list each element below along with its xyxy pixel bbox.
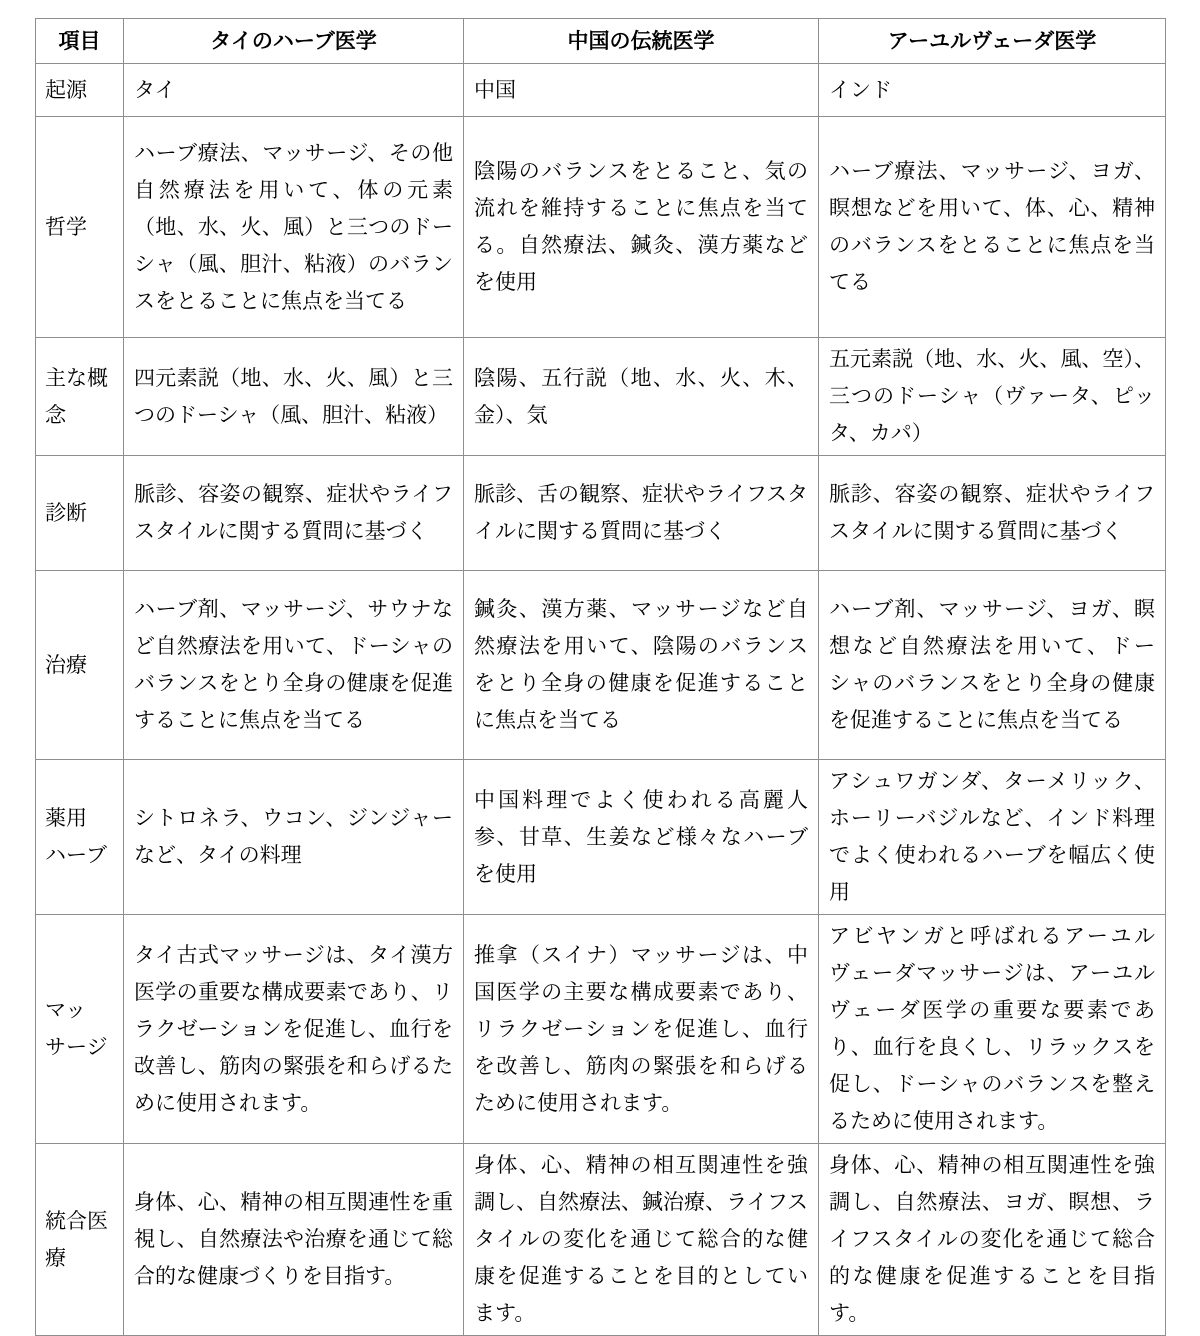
row-label-diagnosis: 診断 — [36, 456, 124, 571]
cell-concepts-thai: 四元素説（地、水、火、風）と三つのドーシャ（風、胆汁、粘液） — [124, 338, 464, 456]
cell-philosophy-ayurveda: ハーブ療法、マッサージ、ヨガ、瞑想などを用いて、体、心、精神のバランスをとることに焦点を当てる — [819, 117, 1166, 338]
cell-massage-thai: タイ古式マッサージは、タイ漢方医学の重要な構成要素であり、リラクゼーションを促進し、血行を改善し、筋肉の緊張を和らげるために使用されます。 — [124, 915, 464, 1144]
cell-origin-thai: タイ — [124, 64, 464, 117]
row-label-concepts: 主な概念 — [36, 338, 124, 456]
row-label-medicinal-herbs: 薬用ハーブ — [36, 760, 124, 915]
cell-herbs-ayurveda: アシュワガンダ、ターメリック、ホーリーバジルなど、インド料理でよく使われるハーブを幅広く使用 — [819, 760, 1166, 915]
cell-massage-ayurveda: アビヤンガと呼ばれるアーユルヴェーダマッサージは、アーユルヴェーダ医学の重要な要素であり、血行を良くし、リラックスを促し、ドーシャのバランスを整えるために使用されます。 — [819, 915, 1166, 1144]
cell-treatment-chinese: 鍼灸、漢方薬、マッサージなど自然療法を用いて、陰陽のバランスをとり全身の健康を促進することに焦点を当てる — [464, 571, 819, 760]
cell-diagnosis-ayurveda: 脈診、容姿の観察、症状やライフスタイルに関する質問に基づく — [819, 456, 1166, 571]
cell-philosophy-thai: ハーブ療法、マッサージ、その他自然療法を用いて、体の元素（地、水、火、風）と三つのドーシャ（風、胆汁、粘液）のバランスをとることに焦点を当てる — [124, 117, 464, 338]
table-row-origin — [36, 64, 1166, 117]
cell-concepts-ayurveda: 五元素説（地、水、火、風、空）、三つのドーシャ（ヴァータ、ピッタ、カパ） — [819, 338, 1166, 456]
comparison-table — [35, 18, 1166, 1336]
cell-origin-chinese: 中国 — [464, 64, 819, 117]
cell-integrative-thai: 身体、心、精神の相互関連性を重視し、自然療法や治療を通じて総合的な健康づくりを目指す。 — [124, 1144, 464, 1336]
column-header-chinese: 中国の伝統医学 — [464, 19, 819, 64]
table-row-medicinal-herbs — [36, 760, 1166, 915]
row-label-origin: 起源 — [36, 64, 124, 117]
cell-integrative-chinese: 身体、心、精神の相互関連性を強調し、自然療法、鍼治療、ライフスタイルの変化を通じて総合的な健康を促進することを目的としています。 — [464, 1144, 819, 1336]
column-header-thai: タイのハーブ医学 — [124, 19, 464, 64]
column-header-item: 項目 — [36, 19, 124, 64]
cell-concepts-chinese: 陰陽、五行説（地、水、火、木、金）、気 — [464, 338, 819, 456]
cell-herbs-thai: シトロネラ、ウコン、ジンジャーなど、タイの料理 — [124, 760, 464, 915]
table-row-integrative-medicine — [36, 1144, 1166, 1336]
cell-diagnosis-thai: 脈診、容姿の観察、症状やライフスタイルに関する質問に基づく — [124, 456, 464, 571]
row-label-integrative-medicine: 統合医療 — [36, 1144, 124, 1336]
cell-philosophy-chinese: 陰陽のバランスをとること、気の流れを維持することに焦点を当てる。自然療法、鍼灸、漢方薬などを使用 — [464, 117, 819, 338]
cell-integrative-ayurveda: 身体、心、精神の相互関連性を強調し、自然療法、ヨガ、瞑想、ライフスタイルの変化を通じて総合的な健康を促進することを目指す。 — [819, 1144, 1166, 1336]
row-label-massage: マッサージ — [36, 915, 124, 1144]
cell-treatment-thai: ハーブ剤、マッサージ、サウナなど自然療法を用いて、ドーシャのバランスをとり全身の健康を促進することに焦点を当てる — [124, 571, 464, 760]
row-label-treatment: 治療 — [36, 571, 124, 760]
row-label-philosophy: 哲学 — [36, 117, 124, 338]
cell-origin-ayurveda: インド — [819, 64, 1166, 117]
table-row-diagnosis — [36, 456, 1166, 571]
cell-herbs-chinese: 中国料理でよく使われる高麗人参、甘草、生姜など様々なハーブを使用 — [464, 760, 819, 915]
cell-diagnosis-chinese: 脈診、舌の観察、症状やライフスタイルに関する質問に基づく — [464, 456, 819, 571]
header-row — [36, 19, 1166, 64]
table-row-massage — [36, 915, 1166, 1144]
column-header-ayurveda: アーユルヴェーダ医学 — [819, 19, 1166, 64]
cell-massage-chinese: 推拿（スイナ）マッサージは、中国医学の主要な構成要素であり、リラクゼーションを促進し、血行を改善し、筋肉の緊張を和らげるために使用されます。 — [464, 915, 819, 1144]
cell-treatment-ayurveda: ハーブ剤、マッサージ、ヨガ、瞑想など自然療法を用いて、ドーシャのバランスをとり全身の健康を促進することに焦点を当てる — [819, 571, 1166, 760]
table-row-concepts — [36, 338, 1166, 456]
table-row-treatment — [36, 571, 1166, 760]
table-row-philosophy — [36, 117, 1166, 338]
